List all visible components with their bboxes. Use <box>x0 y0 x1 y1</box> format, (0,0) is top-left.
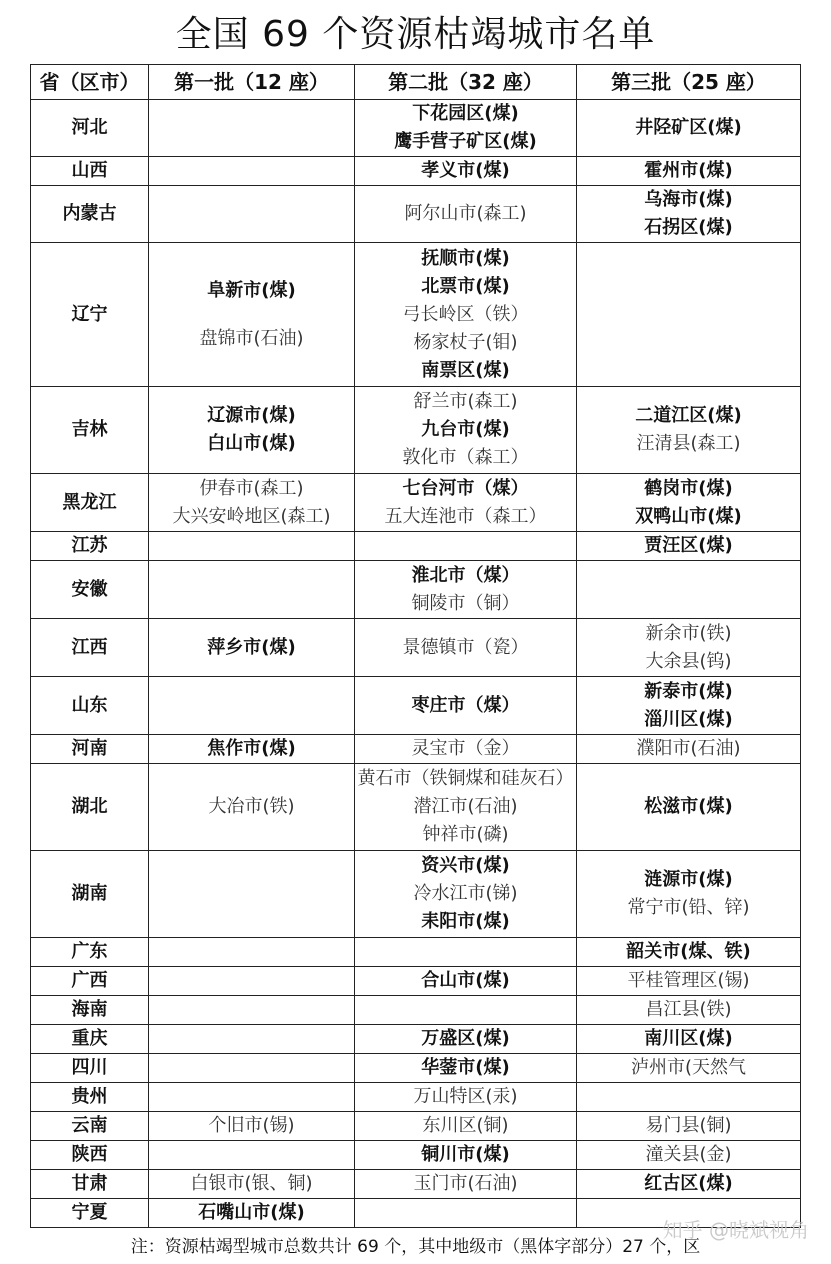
watermark: 知乎 @晓斌视角 <box>662 1218 809 1242</box>
city-entry: 辽源市(煤) <box>207 405 296 426</box>
province-cell: 河北 <box>31 100 149 157</box>
table-row <box>31 1083 801 1112</box>
city-entry: 昌江县(铁) <box>645 999 732 1020</box>
province-cell: 山西 <box>31 157 149 186</box>
province-cell: 甘肃 <box>31 1170 149 1199</box>
city-entry: 韶关市(煤、铁) <box>626 941 751 962</box>
city-entry: 合山市(煤) <box>421 970 510 991</box>
batch-2-cell <box>355 735 577 764</box>
table-row <box>31 764 801 851</box>
city-entry: 资兴市(煤) <box>421 855 510 876</box>
city-entry: 九台市(煤) <box>421 419 510 440</box>
city-entry: 铜陵市（铜） <box>411 592 520 614</box>
batch-2-cell <box>355 157 577 186</box>
city-entry: 七台河市（煤） <box>402 477 529 499</box>
city-entry: 弓长岭区（铁） <box>402 303 529 325</box>
city-entry: 大兴安岭地区(森工) <box>172 505 331 527</box>
province-cell: 辽宁 <box>31 243 149 387</box>
table-row <box>31 532 801 561</box>
batch-1-cell <box>149 243 355 387</box>
batch-2-cell <box>355 1141 577 1170</box>
batch-2-cell <box>355 967 577 996</box>
province-cell: 广西 <box>31 967 149 996</box>
batch-3-cell <box>577 764 801 851</box>
batch-3-cell <box>577 967 801 996</box>
batch-2-cell <box>355 764 577 851</box>
city-entry: 冷水江市(锑) <box>413 883 518 904</box>
header-province: 省（区市） <box>31 65 149 100</box>
table-row <box>31 243 801 387</box>
batch-3-cell <box>577 100 801 157</box>
city-entry: 潜江市(石油) <box>413 796 518 817</box>
batch-3-cell <box>577 1083 801 1112</box>
batch-1-cell <box>149 851 355 938</box>
province-cell: 黑龙江 <box>31 474 149 532</box>
city-entry: 阿尔山市(森工) <box>404 203 527 224</box>
batch-1-cell <box>149 1025 355 1054</box>
batch-3-cell <box>577 735 801 764</box>
city-entry: 平桂管理区(锡) <box>627 970 750 991</box>
city-entry: 潼关县(金) <box>645 1144 732 1165</box>
city-entry: 铜川市(煤) <box>421 1144 510 1165</box>
batch-2-cell <box>355 938 577 967</box>
batch-3-cell <box>577 157 801 186</box>
city-entry: 乌海市(煤) <box>644 189 733 210</box>
city-entry: 濮阳市(石油) <box>636 738 741 759</box>
city-entry: 红古区(煤) <box>644 1173 733 1194</box>
batch-3-cell <box>577 677 801 735</box>
city-entry: 下花园区(煤) <box>412 103 519 124</box>
city-entry: 大余县(钨) <box>645 650 732 672</box>
header-batch-2: 第二批（32 座） <box>355 65 577 100</box>
batch-3-cell <box>577 1170 801 1199</box>
batch-2-cell <box>355 1083 577 1112</box>
batch-1-cell <box>149 532 355 561</box>
city-entry: 萍乡市(煤) <box>207 636 296 658</box>
batch-3-cell <box>577 243 801 387</box>
city-entry: 井陉矿区(煤) <box>635 117 742 138</box>
city-entry: 常宁市(铅、锌) <box>627 897 750 918</box>
city-entry: 新泰市(煤) <box>644 680 733 702</box>
batch-2-cell <box>355 387 577 474</box>
city-entry: 玉门市(石油) <box>413 1173 518 1194</box>
city-entry: 贾汪区(煤) <box>644 535 733 556</box>
province-cell: 江苏 <box>31 532 149 561</box>
city-entry: 盘锦市(石油) <box>199 327 304 349</box>
table-row <box>31 996 801 1025</box>
batch-1-cell <box>149 157 355 186</box>
batch-2-cell <box>355 996 577 1025</box>
city-entry: 霍州市(煤) <box>644 160 733 181</box>
city-entry: 白山市(煤) <box>207 433 296 454</box>
batch-1-cell <box>149 474 355 532</box>
city-entry: 伊春市(森工) <box>199 477 304 499</box>
table-row <box>31 1025 801 1054</box>
batch-3-cell <box>577 532 801 561</box>
city-entry: 南票区(煤) <box>421 359 510 381</box>
city-entry: 北票市(煤) <box>421 275 510 297</box>
batch-1-cell <box>149 1112 355 1141</box>
table-row <box>31 735 801 764</box>
city-entry: 华蓥市(煤) <box>421 1057 510 1078</box>
city-entry: 东川区(铜) <box>422 1115 509 1136</box>
city-entry: 焦作市(煤) <box>207 738 296 759</box>
province-cell: 吉林 <box>31 387 149 474</box>
city-entry: 抚顺市(煤) <box>421 247 510 269</box>
batch-2-cell <box>355 186 577 243</box>
province-cell: 河南 <box>31 735 149 764</box>
batch-1-cell <box>149 735 355 764</box>
table-row <box>31 619 801 677</box>
batch-3-cell <box>577 619 801 677</box>
province-cell: 陕西 <box>31 1141 149 1170</box>
batch-2-cell <box>355 532 577 561</box>
batch-1-cell <box>149 561 355 619</box>
city-entry: 黄石市（铁铜煤和硅灰石） <box>357 768 574 789</box>
city-entry: 敦化市（森工） <box>402 447 529 468</box>
city-entry: 钟祥市(磷) <box>422 824 509 845</box>
batch-3-cell <box>577 387 801 474</box>
city-entry: 万山特区(汞) <box>413 1086 518 1107</box>
province-cell: 重庆 <box>31 1025 149 1054</box>
batch-1-cell <box>149 938 355 967</box>
batch-1-cell <box>149 1199 355 1228</box>
table-row <box>31 967 801 996</box>
table-row <box>31 186 801 243</box>
batch-1-cell <box>149 996 355 1025</box>
batch-1-cell <box>149 1170 355 1199</box>
city-entry: 五大连池市（森工） <box>384 505 547 527</box>
batch-2-cell <box>355 100 577 157</box>
batch-1-cell <box>149 387 355 474</box>
city-entry: 大冶市(铁) <box>208 796 295 817</box>
table-header-row <box>31 65 801 100</box>
table-row <box>31 1170 801 1199</box>
city-entry: 灵宝市（金） <box>411 738 520 759</box>
batch-2-cell <box>355 1025 577 1054</box>
table-row <box>31 387 801 474</box>
batch-2-cell <box>355 1112 577 1141</box>
province-cell: 内蒙古 <box>31 186 149 243</box>
batch-2-cell <box>355 474 577 532</box>
batch-2-cell <box>355 1170 577 1199</box>
resource-cities-table <box>30 64 801 1228</box>
batch-1-cell <box>149 100 355 157</box>
city-entry: 易门县(铜) <box>645 1115 732 1136</box>
batch-3-cell <box>577 1025 801 1054</box>
city-entry: 耒阳市(煤) <box>421 911 510 932</box>
city-entry: 孝义市(煤) <box>421 160 510 181</box>
footnote: 注：资源枯竭型城市总数共计 69 个，其中地级市（黑体字部分）27 个，区 <box>130 1237 701 1257</box>
batch-1-cell <box>149 1141 355 1170</box>
province-cell: 贵州 <box>31 1083 149 1112</box>
batch-3-cell <box>577 1141 801 1170</box>
province-cell: 江西 <box>31 619 149 677</box>
batch-3-cell <box>577 474 801 532</box>
spacer <box>151 305 352 325</box>
table-row <box>31 474 801 532</box>
batch-2-cell <box>355 619 577 677</box>
batch-1-cell <box>149 1083 355 1112</box>
batch-2-cell <box>355 1199 577 1228</box>
batch-2-cell <box>355 243 577 387</box>
city-entry: 双鸭山市(煤) <box>635 505 742 527</box>
province-cell: 云南 <box>31 1112 149 1141</box>
header-batch-3: 第三批（25 座） <box>577 65 801 100</box>
city-entry: 石拐区(煤) <box>644 217 733 238</box>
city-entry: 鹰手营子矿区(煤) <box>394 131 537 152</box>
province-cell: 宁夏 <box>31 1199 149 1228</box>
city-entry: 鹤岗市(煤) <box>644 477 733 499</box>
province-cell: 广东 <box>31 938 149 967</box>
city-entry: 白银市(银、铜) <box>190 1173 313 1194</box>
city-entry: 景德镇市（瓷） <box>402 636 529 658</box>
table-row <box>31 561 801 619</box>
batch-2-cell <box>355 1054 577 1083</box>
table-row <box>31 851 801 938</box>
city-entry: 泸州市(天然气 <box>630 1057 747 1078</box>
batch-3-cell <box>577 996 801 1025</box>
province-cell: 山东 <box>31 677 149 735</box>
city-entry: 个旧市(锡) <box>208 1115 295 1136</box>
table-row <box>31 100 801 157</box>
city-entry: 淮北市（煤） <box>411 564 520 586</box>
city-entry: 淄川区(煤) <box>644 708 733 730</box>
table-row <box>31 1054 801 1083</box>
table-row <box>31 677 801 735</box>
batch-1-cell <box>149 764 355 851</box>
table-row <box>31 938 801 967</box>
city-entry: 石嘴山市(煤) <box>198 1202 305 1223</box>
header-batch-1: 第一批（12 座） <box>149 65 355 100</box>
table-row <box>31 1112 801 1141</box>
batch-3-cell <box>577 186 801 243</box>
table-body <box>31 100 801 1228</box>
batch-3-cell <box>577 1054 801 1083</box>
batch-1-cell <box>149 677 355 735</box>
city-entry: 汪清县(森工) <box>636 433 741 454</box>
province-cell: 湖南 <box>31 851 149 938</box>
batch-2-cell <box>355 851 577 938</box>
page-title: 全国 69 个资源枯竭城市名单 <box>175 14 656 55</box>
province-cell: 海南 <box>31 996 149 1025</box>
batch-2-cell <box>355 677 577 735</box>
province-cell: 四川 <box>31 1054 149 1083</box>
city-entry: 松滋市(煤) <box>644 796 733 817</box>
batch-3-cell <box>577 938 801 967</box>
city-entry: 阜新市(煤) <box>207 279 296 301</box>
province-cell: 安徽 <box>31 561 149 619</box>
table-row <box>31 157 801 186</box>
batch-3-cell <box>577 561 801 619</box>
city-entry: 舒兰市(森工) <box>413 391 518 412</box>
batch-1-cell <box>149 1054 355 1083</box>
batch-2-cell <box>355 561 577 619</box>
city-entry: 南川区(煤) <box>644 1028 733 1049</box>
batch-1-cell <box>149 186 355 243</box>
city-entry: 枣庄市（煤） <box>411 694 520 716</box>
city-entry: 二道江区(煤) <box>635 405 742 426</box>
city-entry: 涟源市(煤) <box>644 869 733 890</box>
city-entry: 新余市(铁) <box>645 622 732 644</box>
batch-3-cell <box>577 851 801 938</box>
province-cell: 湖北 <box>31 764 149 851</box>
batch-3-cell <box>577 1112 801 1141</box>
city-entry: 万盛区(煤) <box>421 1028 510 1049</box>
table-row <box>31 1141 801 1170</box>
city-entry: 杨家杖子(钼) <box>413 331 518 353</box>
batch-1-cell <box>149 619 355 677</box>
batch-1-cell <box>149 967 355 996</box>
